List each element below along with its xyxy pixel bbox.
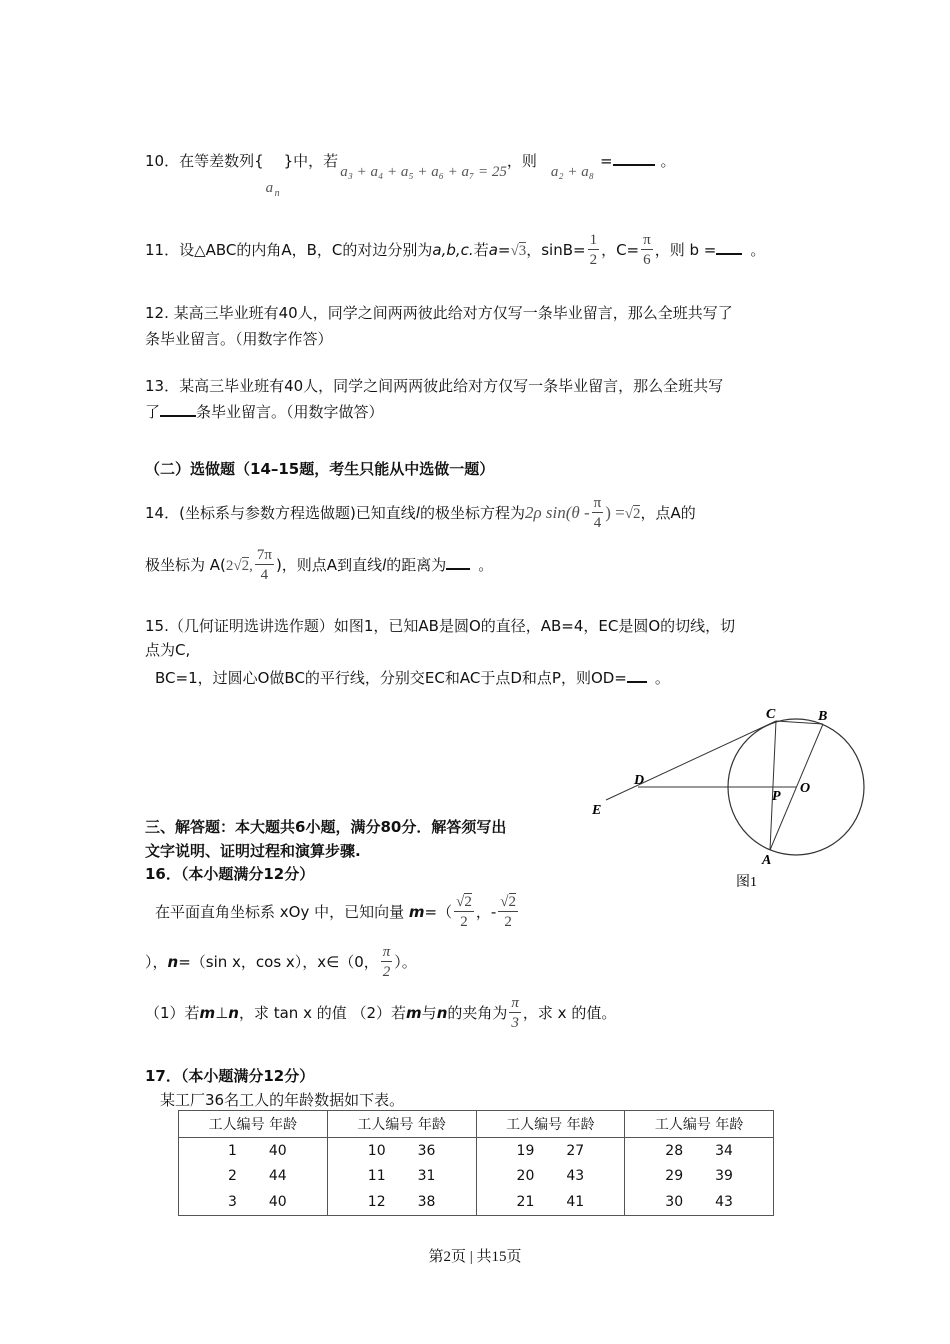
question-10: 10．在等差数列{ a n }中，若a₃ + a₄ + a₅ + a₆ + a₇ = 25，则a₂ + a₈= 。 [145, 152, 676, 199]
question-11: 11．设△ABC的内角A，B，C的对边分别为a,b,c.若a=√3，sinB= $\frac{1}{2}$ ，C= $\frac{\pi}{6}$ ，则 b = 。 [145, 232, 766, 268]
fraction: $\frac{√2}{2}$ [500, 894, 516, 930]
sqrt-symbol: √2 [624, 506, 641, 522]
label-e: E [592, 803, 602, 818]
condition-formula: a₃ + a₄ + a₅ + a₆ + a₇ = 25 [340, 164, 507, 180]
question-14-line2: 极坐标为 A(2√2, $\frac{7\pi}{4}$ )，则点A到直线l的距离为 。 [145, 547, 494, 583]
sqrt-symbol: √2 [233, 558, 250, 574]
answer-blank[interactable] [716, 239, 742, 255]
answer-blank[interactable] [446, 554, 470, 570]
fraction: $\frac{7\pi}{4}$ [256, 547, 272, 583]
label-o: O [800, 781, 811, 796]
fraction: $\frac{1}{2}$ [589, 232, 598, 268]
question-16-line2: ），n=（sin x，cos x），x∈（0， $\frac{\pi}{2}$ ）。 [145, 944, 417, 980]
fraction: $\frac{\pi}{4}$ [593, 495, 602, 531]
fraction: $\frac{\pi}{6}$ [643, 232, 651, 268]
table-row: 2 44 11 31 20 43 29 39 [179, 1163, 774, 1188]
label-b: B [818, 709, 828, 724]
label-p: P [772, 789, 781, 804]
answer-blank[interactable] [627, 667, 647, 683]
target-formula: a₂ + a₈ [550, 164, 594, 180]
fraction: $\frac{\pi}{3}$ [511, 995, 519, 1031]
question-15: 15.（几何证明选讲选作题）如图1，已知AB是圆O的直径，AB=4，EC是圆O的切线，切 点为C, BC=1，过圆心O做BC的平行线，分别交EC和AC于点D和点P，则OD= 。 [145, 617, 736, 687]
question-16-title: 16．（本小题满分12分） [145, 865, 315, 883]
question-16-line3: （1）若m⊥n，求 tan x 的值 （2）若m与n的夹角为 $\frac{\pi}{3}$ ，求 x 的值。 [145, 995, 617, 1031]
question-13: 13．某高三毕业班有40人，同学之间两两彼此给对方仅写一条毕业留言，那么全班共写 了 条毕业留言。（用数字做答） [145, 377, 724, 421]
table-header-row [179, 1111, 774, 1138]
label-d: D [634, 773, 645, 788]
seq-symbol: a [265, 180, 274, 196]
label-a: A [762, 853, 772, 868]
table-row: 3 40 12 38 21 41 30 43 [179, 1188, 774, 1216]
segment-ca [770, 721, 776, 850]
page-footer: 第2页 | 共15页 [428, 1249, 522, 1265]
section-heading: （二）选做题（14–15题，考生只能从中选做一题） [145, 460, 495, 478]
table-header: 工人编号 年龄 [476, 1111, 625, 1138]
table-header: 工人编号 年龄 [625, 1111, 774, 1138]
table-header: 工人编号 年龄 [327, 1111, 476, 1138]
label-c: C [766, 707, 776, 722]
question-12: 12. 某高三毕业班有40人，同学之间两两彼此给对方仅写一条毕业留言，那么全班共写了 条毕业留言。（用数字作答） [145, 304, 733, 348]
answer-blank[interactable] [613, 150, 655, 166]
question-17-intro: 某工厂36名工人的年龄数据如下表。 [160, 1091, 405, 1109]
age-table [178, 1110, 774, 1216]
figure-caption: 图1 [736, 875, 757, 890]
answer-blank[interactable] [160, 401, 196, 417]
fraction: $\frac{√2}{2}$ [456, 894, 472, 930]
question-16-line1: 在平面直角坐标系 xOy 中，已知向量 m=（ $\frac{√2}{2}$ ，- $\frac{√2}{2}$ [155, 894, 516, 930]
question-14: 14．(坐标系与参数方程选做题)已知直线l的极坐标方程为2ρ sin(θ - $\frac{\pi}{4}$ ) =√2，点A的 [145, 495, 696, 531]
question-17-title: 17．（本小题满分12分） [145, 1067, 315, 1085]
table-row: 1 40 10 36 19 27 28 34 [179, 1138, 774, 1164]
geometry-figure [580, 700, 880, 890]
sqrt-symbol: √3 [510, 243, 527, 259]
section-heading-3: 三、解答题：本大题共6小题，满分80分．解答须写出 文字说明、证明过程和演算步骤. [145, 818, 507, 860]
fraction: $\frac{\pi}{2}$ [382, 944, 391, 980]
table-header: 工人编号 年龄 [179, 1111, 328, 1138]
tangent-line-ec [606, 721, 776, 800]
